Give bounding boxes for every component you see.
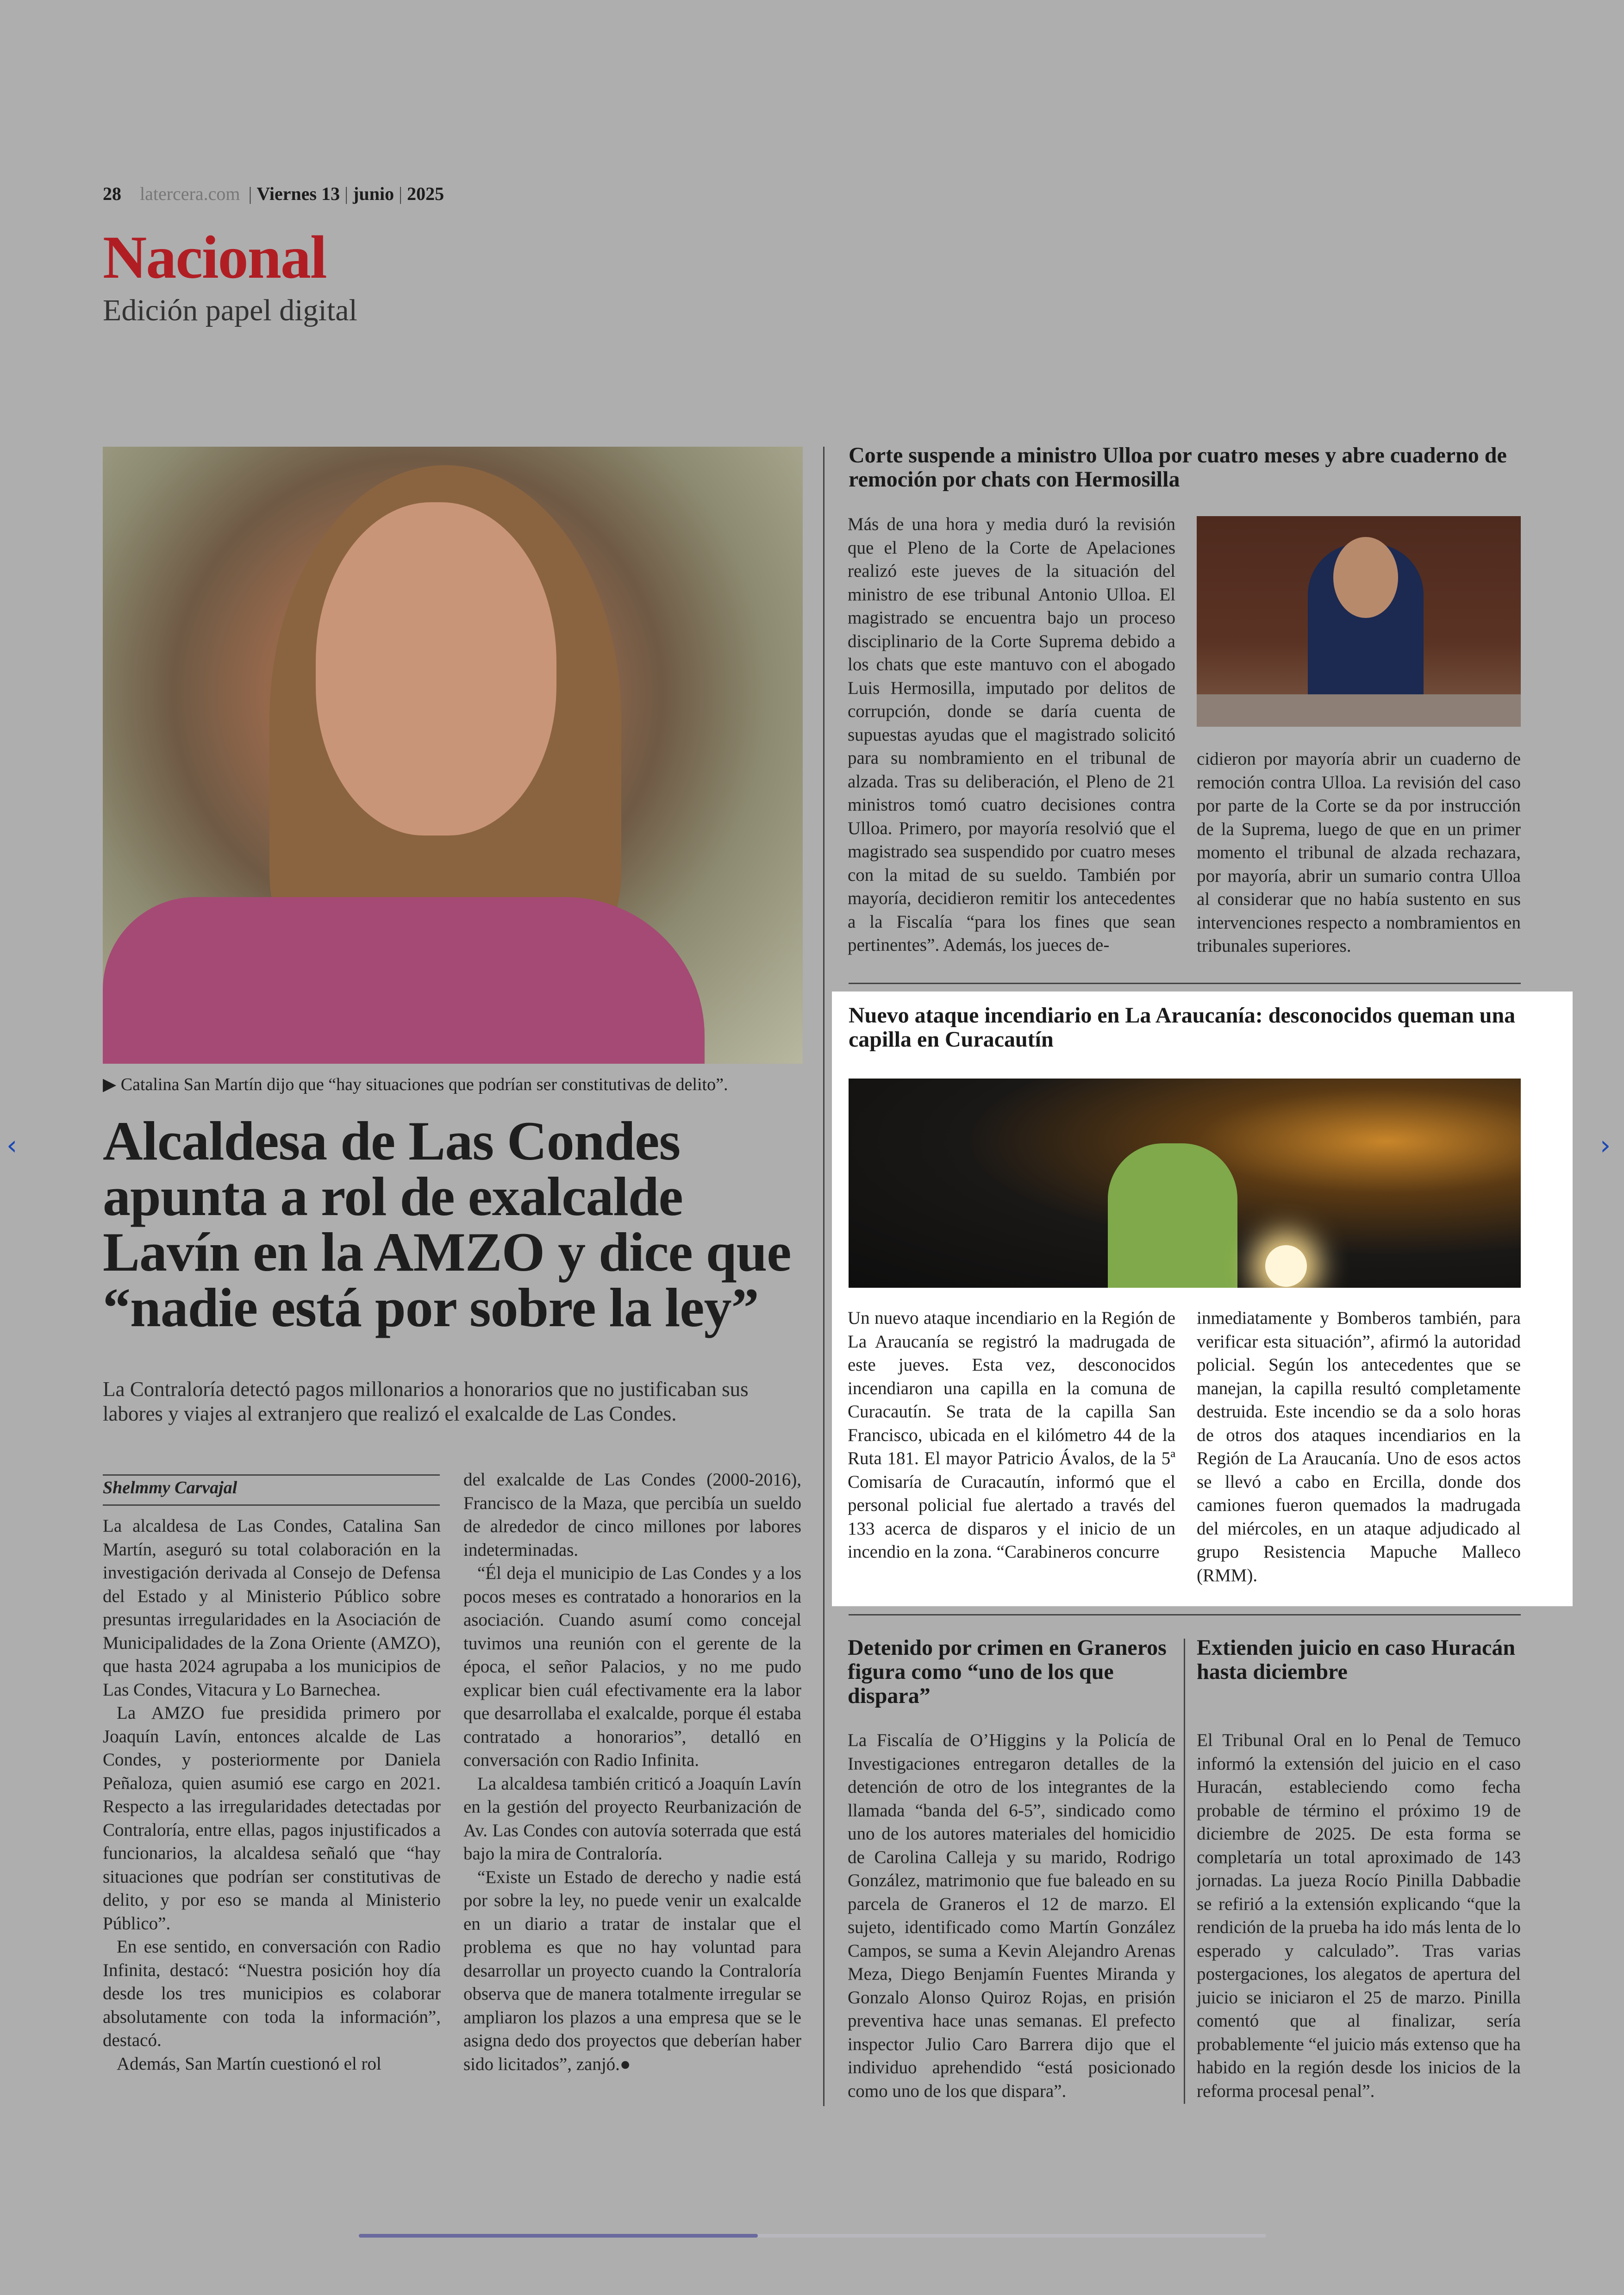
section-title: Nacional xyxy=(103,223,326,291)
main-body-col2: del exalcalde de Las Condes (2000-2016), Francisco de la Maza, que percibía un sueldo de alrededor de cinco millones por labores indeterminadas. “Él deja el municipio de Las Condes y a los pocos meses es contratado a honorarios en la asociación. Cuando asumí como concejal tuvimos una reunión con el gerente de la época, el señor Palacios, y no me pudo explicar bien cuál efectivamente era la labor que desarrollaba el exalcalde, porque él estaba contratado a honorarios”, detalló en conversación con Radio Infinita. La alcaldesa también criticó a Joaquín Lavín en la gestión del proyecto Reurbanización de Av. Las Condes con autovía soterrada que está bajo la mira de Contraloría. “Existe un Estado de derecho y nadie está por sobre la ley, no puede venir un exalcalde en un diario a tratar de instalar que el problema es que no hay voluntad para desarrollar un proyecto cuando la Contraloría observa que de manera totalmente irregular se ampliaron los plazos a una empresa que se le asigna dedo dos proyectos que deberían haber sido licitados”, zanjó.● xyxy=(463,1470,801,2074)
ulloa-headline: Corte suspende a ministro Ulloa por cuatro meses y abre cuaderno de remoción por chats con Hermosilla xyxy=(849,443,1507,492)
chevron-right-icon[interactable]: › xyxy=(1600,1129,1611,1161)
edition-label: Edición papel digital xyxy=(103,293,357,327)
huracan-body: El Tribunal Oral en lo Penal de Temuco informó la extensión del juicio en el caso Huracán, estableciendo como fecha probable de término el próximo 19 de diciembre de 2025. De esta forma se completaría un total aproximado de 143 jornadas. La jueza Rocío Pinilla Dabbadie se refirió a la extensión explicando “que la rendición de la prueba ha ido más lenta de lo esperado y calculado”. Tras varias postergaciones, los alegatos de apertura del juicio se iniciaron el 25 de marzo. Pinilla comentó que al finalizar, sería probablemente “el juicio más extenso que ha habido en la región desde los inicios de la reforma procesal penal”. xyxy=(1197,1730,1521,2101)
column-divider xyxy=(823,447,824,2106)
photo-caption: ▶ Catalina San Martín dijo que “hay situaciones que podrían ser constitutivas de delito”. xyxy=(103,1075,728,1094)
araucania-body-col2: inmediatamente y Bomberos también, para verificar esta situación”, afirmó la autoridad policial. Según los antecedentes que se manejan, la capilla resultó completamente destruida. Este incendio se da a solo horas de otros dos ataques incendiarios en la Región de La Araucanía. Uno de esos actos se llevó a cabo en Ercilla, donde dos camiones fueron quemados la madrugada del miércoles, en un ataque adjudicado al grupo Resistencia Mapuche Malleco (RMM). xyxy=(1197,1308,1521,1585)
byline-rule-bottom xyxy=(103,1504,440,1506)
byline: Shelmmy Carvajal xyxy=(103,1478,237,1497)
reading-progress-fill xyxy=(359,2234,758,2238)
date-weekday-day: Viernes 13 xyxy=(256,183,340,204)
araucania-headline: Nuevo ataque incendiario en La Araucanía: desconocidos queman una capilla en Curacautín xyxy=(849,1003,1516,1052)
araucania-body-col1: Un nuevo ataque incendiario en la Región de La Araucanía se registró la madrugada de este jueves. Esta vez, desconocidos incendiaron una capilla en la comuna de Curacautín. Se trata de la capilla San Francisco, ubicada en el kilómetro 44 de la Ruta 181. El mayor Patricio Ávalos, de la 5ª Comisaría de Curacautín, informó que el personal policial fue alertado a través del 133 acerca de disparos y el inicio de un incendio en la zona. “Carabineros concurre xyxy=(848,1308,1175,1562)
huracan-headline: Extienden juicio en caso Huracán hasta diciembre xyxy=(1197,1635,1516,1684)
ulloa-photo xyxy=(1197,516,1521,727)
date-month: junio xyxy=(353,183,394,204)
araucania-photo xyxy=(849,1079,1521,1288)
main-headline: Alcaldesa de Las Condes apunta a rol de exalcalde Lavín en la AMZO y dice que “nadie está por sobre la ley” xyxy=(103,1110,791,1338)
main-deck: La Contraloría detectó pagos millonarios a honorarios que no justificaban sus labores y viajes al extranjero que realizó el exalcalde de Las Condes. xyxy=(103,1378,749,1425)
chevron-left-icon[interactable]: ‹ xyxy=(6,1129,18,1161)
site-name: latercera.com xyxy=(140,183,240,204)
ulloa-body-col1: Más de una hora y media duró la revisión que el Pleno de la Corte de Apelaciones realizó este jueves de la situación del ministro de ese tribunal Antonio Ulloa. El magistrado se encuentra bajo un proceso disciplinario de la Corte Suprema debido a los chats que este mantuvo con el abogado Luis Hermosilla, imputado por delitos de corrupción, donde se daría cuenta de supuestas ayudas que el magistrado solicitó para su nombramiento en el tribunal de alzada. Tras su deliberación, el Pleno de 21 ministros tomó cuatro decisiones contra Ulloa. Primero, por mayoría resolvió que el magistrado sea suspendido por cuatro meses con la mitad de su sueldo. También por mayoría, decidieron remitir los antecedentes a la Fiscalía “para los fines que sean pertinentes”. Además, los jueces de- xyxy=(848,514,1175,955)
byline-rule-top xyxy=(103,1474,440,1476)
date-year: 2025 xyxy=(407,183,444,204)
graneros-body: La Fiscalía de O’Higgins y la Policía de Investigaciones entregaron detalles de la detención de otro de los integrantes de la llamada “banda del 6-5”, sindicado como uno de los autores materiales del homicidio de Carolina Calleja y su marido, Rodrigo González, matrimonio que fue baleado en su parcela de Graneros el 12 de marzo. El sujeto, identificado como Martín González Campos, se suma a Kevin Alejandro Arenas Meza, Diego Benjamín Fuentes Miranda y Gonzalo Alonso Quiroz Rojas, en prisión preventiva hace unas semanas. El prefecto inspector Julio Caro Barrera dijo que el individuo aprehendido “está posicionado como uno de los que dispara”. xyxy=(848,1730,1175,2101)
main-body-col1: La alcaldesa de Las Condes, Catalina San Martín, aseguró su total colaboración en la investigación derivada al Consejo de Defensa del Estado y al Ministerio Público sobre presuntas irregularidades en la Asociación de Municipalidades de la Zona Oriente (AMZO), que hasta 2024 agrupaba a los municipios de Las Condes, Vitacura y Lo Barnechea. La AMZO fue presidida primero por Joaquín Lavín, entonces alcalde de Las Condes, y posteriormente por Daniela Peñaloza, quien asumió ese cargo en 2021. Respecto a las irregularidades detectadas por Contraloría, entre ellas, pagos injustificados a funcionarios, la alcaldesa señaló que “hay situaciones que podrían ser constitutivas de delito, y por eso se manda al Ministerio Público”. En ese sentido, en conversación con Radio Infinita, destacó: “Nuestra posición hoy día desde los tres municipios es colaborar absolutamente con toda la información”, destacó. Además, San Martín cuestionó el rol xyxy=(103,1516,441,2074)
araucania-bottom-rule xyxy=(849,1614,1521,1615)
graneros-headline: Detenido por crimen en Graneros figura como “uno de los que dispara” xyxy=(848,1635,1167,1708)
page-number: 28 xyxy=(103,183,121,204)
ulloa-bottom-rule xyxy=(849,983,1521,984)
main-story-photo xyxy=(103,447,803,1064)
page-header: 28 latercera.com | Viernes 13 | junio | 2025 xyxy=(103,183,444,204)
ulloa-body-col2: cidieron por mayoría abrir un cuaderno de remoción contra Ulloa. La revisión del caso por parte de la Corte se da por instrucción de la Suprema, luego de que en un primer momento el tribunal de alzada rechazara, por mayoría, abrir un sumario contra Ulloa al considerar que no había sustento en sus intervenciones respecto a nombramientos en tribunales superiores. xyxy=(1197,749,1521,956)
bottom-column-divider xyxy=(1184,1639,1185,2104)
